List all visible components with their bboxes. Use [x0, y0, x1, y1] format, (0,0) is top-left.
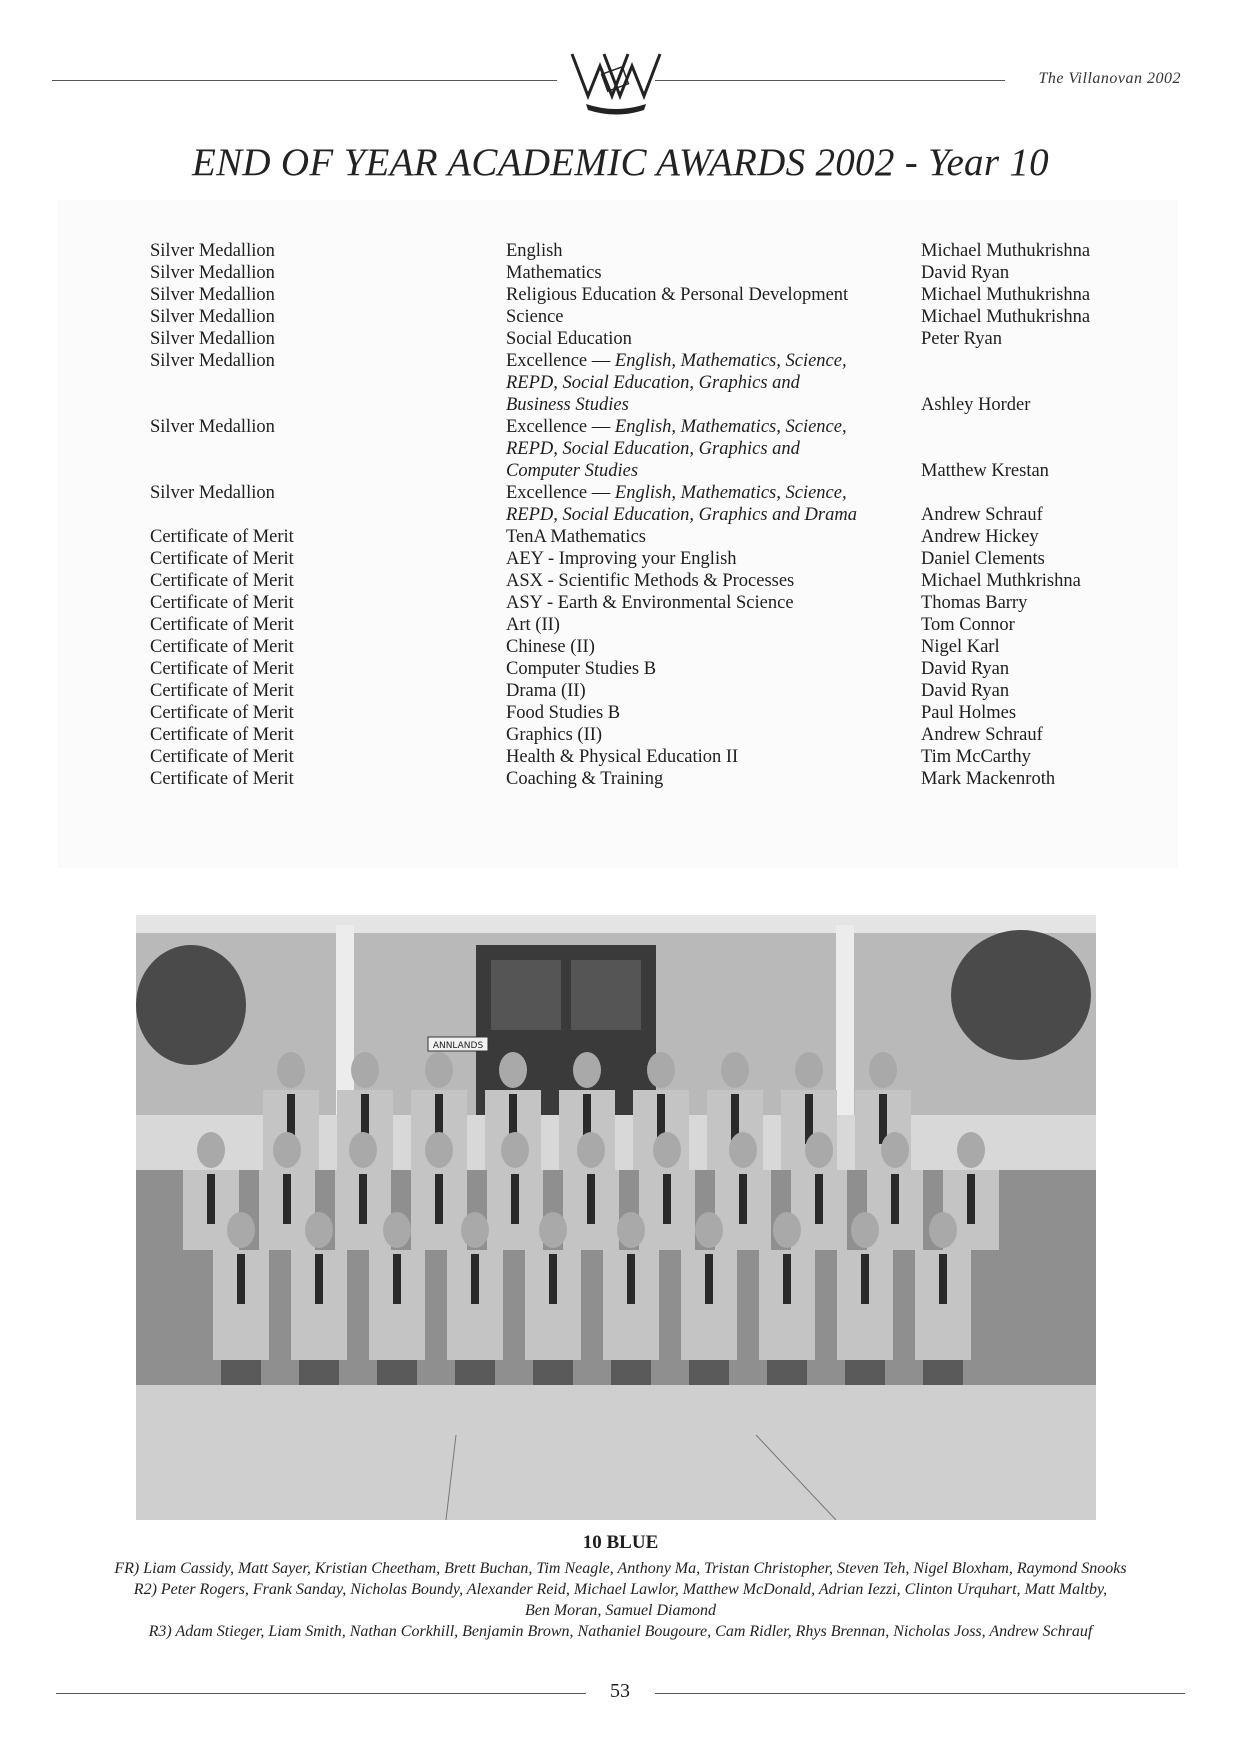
- award-row: [150, 724, 1130, 746]
- award-type: Certificate of Merit: [150, 659, 294, 679]
- student-head: [349, 1132, 377, 1168]
- award-type: Certificate of Merit: [150, 637, 294, 657]
- student-tie: [435, 1174, 443, 1224]
- student-tie: [237, 1254, 245, 1304]
- award-subject-line: [506, 416, 921, 438]
- award-type: Certificate of Merit: [150, 527, 294, 547]
- caption-names: [60, 1558, 1181, 1642]
- caption-title: 10 BLUE: [582, 1532, 659, 1553]
- award-subject-lead: Excellence —: [506, 351, 615, 371]
- student-head: [929, 1212, 957, 1248]
- student-head: [729, 1132, 757, 1168]
- student-head: [197, 1132, 225, 1168]
- award-recipient: Michael Muthukrishna: [921, 241, 1091, 261]
- award-subject: Science: [506, 307, 564, 327]
- award-subject: Religious Education & Personal Development: [506, 285, 849, 305]
- building-sign-text: ANNLANDS: [432, 1041, 484, 1051]
- award-type: Certificate of Merit: [150, 747, 294, 767]
- student-head: [501, 1132, 529, 1168]
- student-tie: [967, 1174, 975, 1224]
- award-row: [150, 636, 1130, 658]
- student-tie: [739, 1174, 747, 1224]
- award-subject: Mathematics: [506, 263, 602, 283]
- class-group-photo: [136, 915, 1096, 1520]
- award-type: Silver Medallion: [150, 241, 275, 261]
- student-head: [957, 1132, 985, 1168]
- student-head: [383, 1212, 411, 1248]
- award-row: [150, 416, 1130, 482]
- header-rule-right: [655, 80, 1005, 81]
- student-head: [805, 1132, 833, 1168]
- award-type: Certificate of Merit: [150, 703, 294, 723]
- student-tie: [939, 1254, 947, 1304]
- award-recipient: Daniel Clements: [921, 549, 1045, 569]
- award-type: Silver Medallion: [150, 329, 275, 349]
- award-row: [150, 548, 1130, 570]
- award-recipient: Andrew Schrauf: [921, 725, 1043, 745]
- award-subject: ASY - Earth & Environmental Science: [506, 593, 794, 613]
- award-subject-lead: Excellence —: [506, 417, 615, 437]
- student-tie: [549, 1254, 557, 1304]
- award-type: Certificate of Merit: [150, 681, 294, 701]
- award-row: [150, 702, 1130, 724]
- award-recipient: Peter Ryan: [921, 329, 1002, 349]
- award-recipient: Paul Holmes: [921, 703, 1017, 723]
- student-head: [869, 1052, 897, 1088]
- student-tie: [705, 1254, 713, 1304]
- award-type: Silver Medallion: [150, 307, 275, 327]
- student-tie: [511, 1174, 519, 1224]
- caption-row-second-cont: Ben Moran, Samuel Diamond: [524, 1602, 717, 1619]
- footer-rule-right: [655, 1693, 1185, 1694]
- award-subject-excellence: [506, 350, 921, 416]
- award-subject: Graphics (II): [506, 725, 603, 745]
- caption-row-front: FR) Liam Cassidy, Matt Sayer, Kristian Cheetham, Brett Buchan, Tim Neagle, Anthony Ma, Tristan Christopher, Steven Teh, Nigel Bloxham, Raymond Snooks: [114, 1560, 1127, 1577]
- student-head: [653, 1132, 681, 1168]
- award-recipient: Tim McCarthy: [921, 747, 1031, 767]
- student-head: [577, 1132, 605, 1168]
- student-head: [773, 1212, 801, 1248]
- caption-row-second: R2) Peter Rogers, Frank Sanday, Nicholas Boundy, Alexander Reid, Michael Lawlor, Matthew McDonald, Adrian Iezzi, Clinton Urquhart, Matt Maltby,: [133, 1581, 1108, 1598]
- award-row: [150, 262, 1130, 284]
- student-head: [227, 1212, 255, 1248]
- student-head: [617, 1212, 645, 1248]
- award-type: Silver Medallion: [150, 417, 275, 437]
- award-subject-line: REPD, Social Education, Graphics and: [506, 373, 800, 393]
- award-row: [150, 328, 1130, 350]
- student-tie: [207, 1174, 215, 1224]
- award-recipient: Thomas Barry: [921, 593, 1028, 613]
- award-row: [150, 768, 1130, 790]
- award-row: [150, 350, 1130, 416]
- award-subject-line: Computer Studies: [506, 461, 639, 481]
- award-type: Certificate of Merit: [150, 549, 294, 569]
- student-tie: [471, 1254, 479, 1304]
- award-recipient: David Ryan: [921, 681, 1010, 701]
- award-subject-detail: English, Mathematics, Science,: [614, 417, 847, 437]
- award-subject: Art (II): [506, 615, 560, 635]
- student-head: [695, 1212, 723, 1248]
- award-row: [150, 526, 1130, 548]
- page-number: 53: [610, 1680, 630, 1702]
- award-recipient: Tom Connor: [921, 615, 1015, 635]
- awards-table: [150, 240, 1130, 790]
- award-recipient: Michael Muthukrishna: [921, 307, 1091, 327]
- student-head: [881, 1132, 909, 1168]
- caption-row-third: R3) Adam Stieger, Liam Smith, Nathan Corkhill, Benjamin Brown, Nathaniel Bougoure, Cam Ridler, Rhys Brennan, Nicholas Joss, Andrew Schrauf: [148, 1623, 1093, 1640]
- student-head: [573, 1052, 601, 1088]
- award-recipient: David Ryan: [921, 659, 1010, 679]
- award-subject-excellence: [506, 482, 921, 526]
- student-tie: [891, 1174, 899, 1224]
- award-subject: Chinese (II): [506, 637, 595, 657]
- award-type: Silver Medallion: [150, 351, 275, 371]
- award-subject: English: [506, 241, 563, 261]
- student-tie: [393, 1254, 401, 1304]
- award-subject: ASX - Scientific Methods & Processes: [506, 571, 795, 591]
- award-subject-line: [506, 350, 921, 372]
- award-type: Certificate of Merit: [150, 615, 294, 635]
- student-head: [795, 1052, 823, 1088]
- student-head: [351, 1052, 379, 1088]
- award-subject: Drama (II): [506, 681, 586, 701]
- award-subject: Social Education: [506, 329, 632, 349]
- award-subject: Food Studies B: [506, 703, 621, 723]
- student-head: [425, 1052, 453, 1088]
- award-subject-line: REPD, Social Education, Graphics and Drama: [506, 505, 857, 525]
- student-tie: [815, 1174, 823, 1224]
- award-recipient: Michael Muthukrishna: [921, 285, 1091, 305]
- award-recipient: Michael Muthkrishna: [921, 571, 1081, 591]
- award-type: Silver Medallion: [150, 483, 275, 503]
- award-subject-line: [506, 482, 921, 504]
- award-type: Certificate of Merit: [150, 769, 294, 789]
- student-head: [647, 1052, 675, 1088]
- award-recipient: David Ryan: [921, 263, 1010, 283]
- award-subject-line: REPD, Social Education, Graphics and: [506, 439, 800, 459]
- award-type: Silver Medallion: [150, 285, 275, 305]
- award-row: [150, 746, 1130, 768]
- award-recipient: Mark Mackenroth: [921, 769, 1056, 789]
- student-tie: [587, 1174, 595, 1224]
- student-tie: [861, 1254, 869, 1304]
- footer-rule-left: [56, 1693, 586, 1694]
- villanova-crest-logo: [566, 48, 666, 118]
- student-tie: [627, 1254, 635, 1304]
- running-title: The Villanovan 2002: [1038, 70, 1181, 87]
- student-tie: [663, 1174, 671, 1224]
- award-recipient: Ashley Horder: [921, 395, 1031, 415]
- student-tie: [783, 1254, 791, 1304]
- award-subject-line: Business Studies: [506, 395, 629, 415]
- award-row: [150, 284, 1130, 306]
- award-row: [150, 306, 1130, 328]
- award-recipient: Andrew Hickey: [921, 527, 1039, 547]
- award-type: Certificate of Merit: [150, 593, 294, 613]
- page-title: END OF YEAR ACADEMIC AWARDS 2002 - Year 10: [191, 141, 1049, 184]
- award-subject: Coaching & Training: [506, 769, 664, 789]
- award-type: Silver Medallion: [150, 263, 275, 283]
- award-row: [150, 592, 1130, 614]
- award-recipient: Andrew Schrauf: [921, 505, 1043, 525]
- student-tie: [359, 1174, 367, 1224]
- student-head: [461, 1212, 489, 1248]
- award-type: Certificate of Merit: [150, 725, 294, 745]
- award-subject: TenA Mathematics: [506, 527, 646, 547]
- award-subject-lead: Excellence —: [506, 483, 615, 503]
- award-type: Certificate of Merit: [150, 571, 294, 591]
- student-head: [425, 1132, 453, 1168]
- award-row: [150, 658, 1130, 680]
- student-head: [851, 1212, 879, 1248]
- award-subject-detail: English, Mathematics, Science,: [614, 351, 847, 371]
- award-row: [150, 614, 1130, 636]
- student-head: [305, 1212, 333, 1248]
- award-row: [150, 680, 1130, 702]
- award-row: [150, 482, 1130, 526]
- student-tie: [283, 1174, 291, 1224]
- award-subject: Computer Studies B: [506, 659, 657, 679]
- header-rule-left: [52, 80, 557, 81]
- award-recipient: Matthew Krestan: [921, 461, 1049, 481]
- award-row: [150, 240, 1130, 262]
- award-subject: AEY - Improving your English: [506, 549, 737, 569]
- award-recipient: Nigel Karl: [921, 637, 1000, 657]
- student-head: [539, 1212, 567, 1248]
- award-subject: Health & Physical Education II: [506, 747, 739, 767]
- student-head: [721, 1052, 749, 1088]
- student-head: [273, 1132, 301, 1168]
- student-head: [277, 1052, 305, 1088]
- award-row: [150, 570, 1130, 592]
- award-subject-detail: English, Mathematics, Science,: [614, 483, 847, 503]
- student-tie: [315, 1254, 323, 1304]
- award-subject-excellence: [506, 416, 921, 482]
- student-head: [499, 1052, 527, 1088]
